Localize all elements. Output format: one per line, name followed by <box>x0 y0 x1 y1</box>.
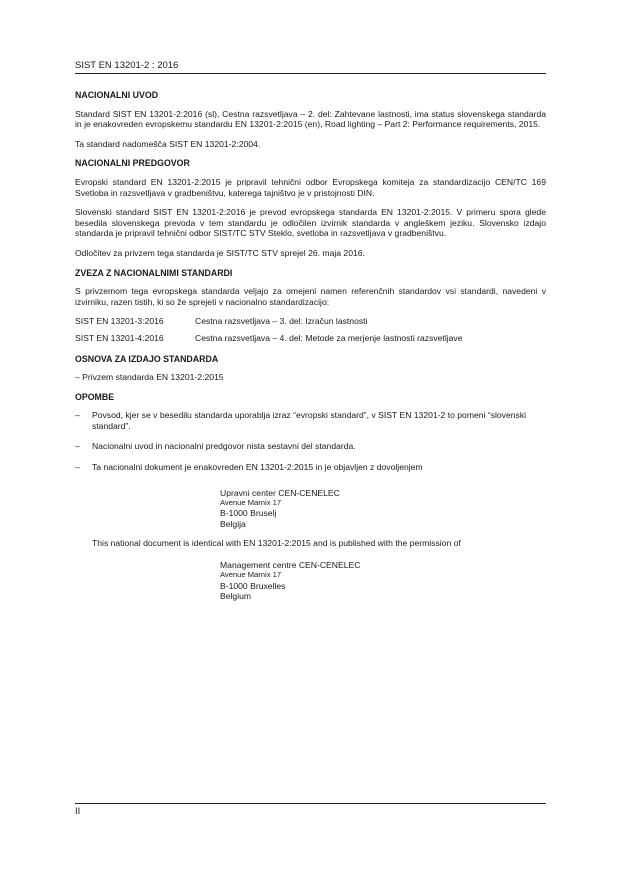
page-number: II <box>75 806 81 817</box>
address-block-en <box>220 560 546 602</box>
note-dash: – <box>75 441 80 452</box>
address-line: Belgium <box>220 591 252 602</box>
reference-title: Cestna razsvetljava – 4. del: Metode za merjenje lastnosti razsvetljave <box>195 332 463 343</box>
heading-opombe: OPOMBE <box>75 391 115 402</box>
note-item <box>75 410 546 431</box>
header-rule <box>75 73 546 74</box>
reference-code: SIST EN 13201-4:2016 <box>75 332 164 343</box>
paragraph: Odločitev za privzem tega standarda je SIST/TC STV sprejel 26. maja 2016. <box>75 247 365 258</box>
reference-code: SIST EN 13201-3:2016 <box>75 316 164 327</box>
address-line: Belgija <box>220 518 246 529</box>
address-line: Management centre CEN-CENELEC <box>220 559 361 570</box>
address-line: B-1000 Bruxelles <box>220 580 286 591</box>
document-page <box>75 0 546 877</box>
address-block-sl <box>220 488 546 530</box>
note-text: Ta nacionalni dokument je enakovreden EN 13201-2:2015 in je objavljen z dovoljenjem <box>92 462 423 473</box>
address-line: B-1000 Bruselj <box>220 508 277 519</box>
paragraph: S privzemom tega evropskega standarda veljajo za omejeni namen referenčnih standardov vsi standardi, navedeni v izvirniku, razen tistih, ki so že sprejeti v nacionalno standardizacijo: <box>75 286 546 307</box>
heading-zveza: ZVEZA Z NACIONALNIMI STANDARDI <box>75 267 233 278</box>
page-content <box>75 90 546 611</box>
paragraph: Standard SIST EN 13201-2:2016 (sl), Cestna razsvetljava – 2. del: Zahtevane lastnosti, ima status slovenskega standarda in je enakovreden evropskemu standardu EN 13201-2:2015 (en), Road lighting – Part 2: Performance requirements, 2015. <box>75 108 546 130</box>
paragraph: Evropski standard EN 13201-2:2015 je pripravil tehnični odbor Evropskega komiteja za standardizacijo CEN/TC 169 Svetloba in razsvetljava v gradbeništvu, katerega tajništvo je v pristojnosti DIN. <box>75 176 546 198</box>
address-line: Upravni center CEN-CENELEC <box>220 487 340 498</box>
heading-osnova: OSNOVA ZA IZDAJO STANDARDA <box>75 353 219 364</box>
footer-rule <box>75 803 546 804</box>
reference-row <box>75 333 546 344</box>
paragraph: Ta standard nadomešča SIST EN 13201-2:2004. <box>75 138 261 149</box>
note-text: Povsod, kjer se v besedilu standarda uporablja izraz “evropski standard”, v SIST EN 13201-2 to pomeni “slovenski standard”. <box>92 410 527 431</box>
heading-nacionalni-predgovor: NACIONALNI PREDGOVOR <box>75 158 190 169</box>
reference-title: Cestna razsvetljava – 3. del: Izračun lastnosti <box>195 316 368 327</box>
address-line: Avenue Marnix 17 <box>220 570 282 580</box>
note-item <box>75 441 546 452</box>
note-dash: – <box>75 462 80 473</box>
reference-row <box>75 316 546 327</box>
english-permission-line: This national document is identical with EN 13201-2:2015 and is published with the permission of <box>92 538 461 549</box>
address-line: Avenue Marnix 17 <box>220 498 282 508</box>
paragraph: – Privzem standarda EN 13201-2:2015 <box>75 372 224 383</box>
heading-nacionalni-uvod: NACIONALNI UVOD <box>75 90 159 100</box>
note-dash: – <box>75 410 80 421</box>
note-item <box>75 462 546 473</box>
note-text: Nacionalni uvod in nacionalni predgovor nista sestavni del standarda. <box>92 441 356 452</box>
paragraph: Slovenski standard SIST EN 13201-2:2016 je prevod evropskega standarda EN 13201-2:2015. V primeru spora glede besedila slovenskega prevoda v tem standardu je odločilen izvirnik standarda v angleškem jeziku. Slovensko izdajo standarda je pripravil tehnični odbor SIST/TC STV Steklo, svetloba in razsvetljava v gradbeništvu. <box>75 207 546 239</box>
header-title: SIST EN 13201-2 : 2016 <box>75 60 179 71</box>
